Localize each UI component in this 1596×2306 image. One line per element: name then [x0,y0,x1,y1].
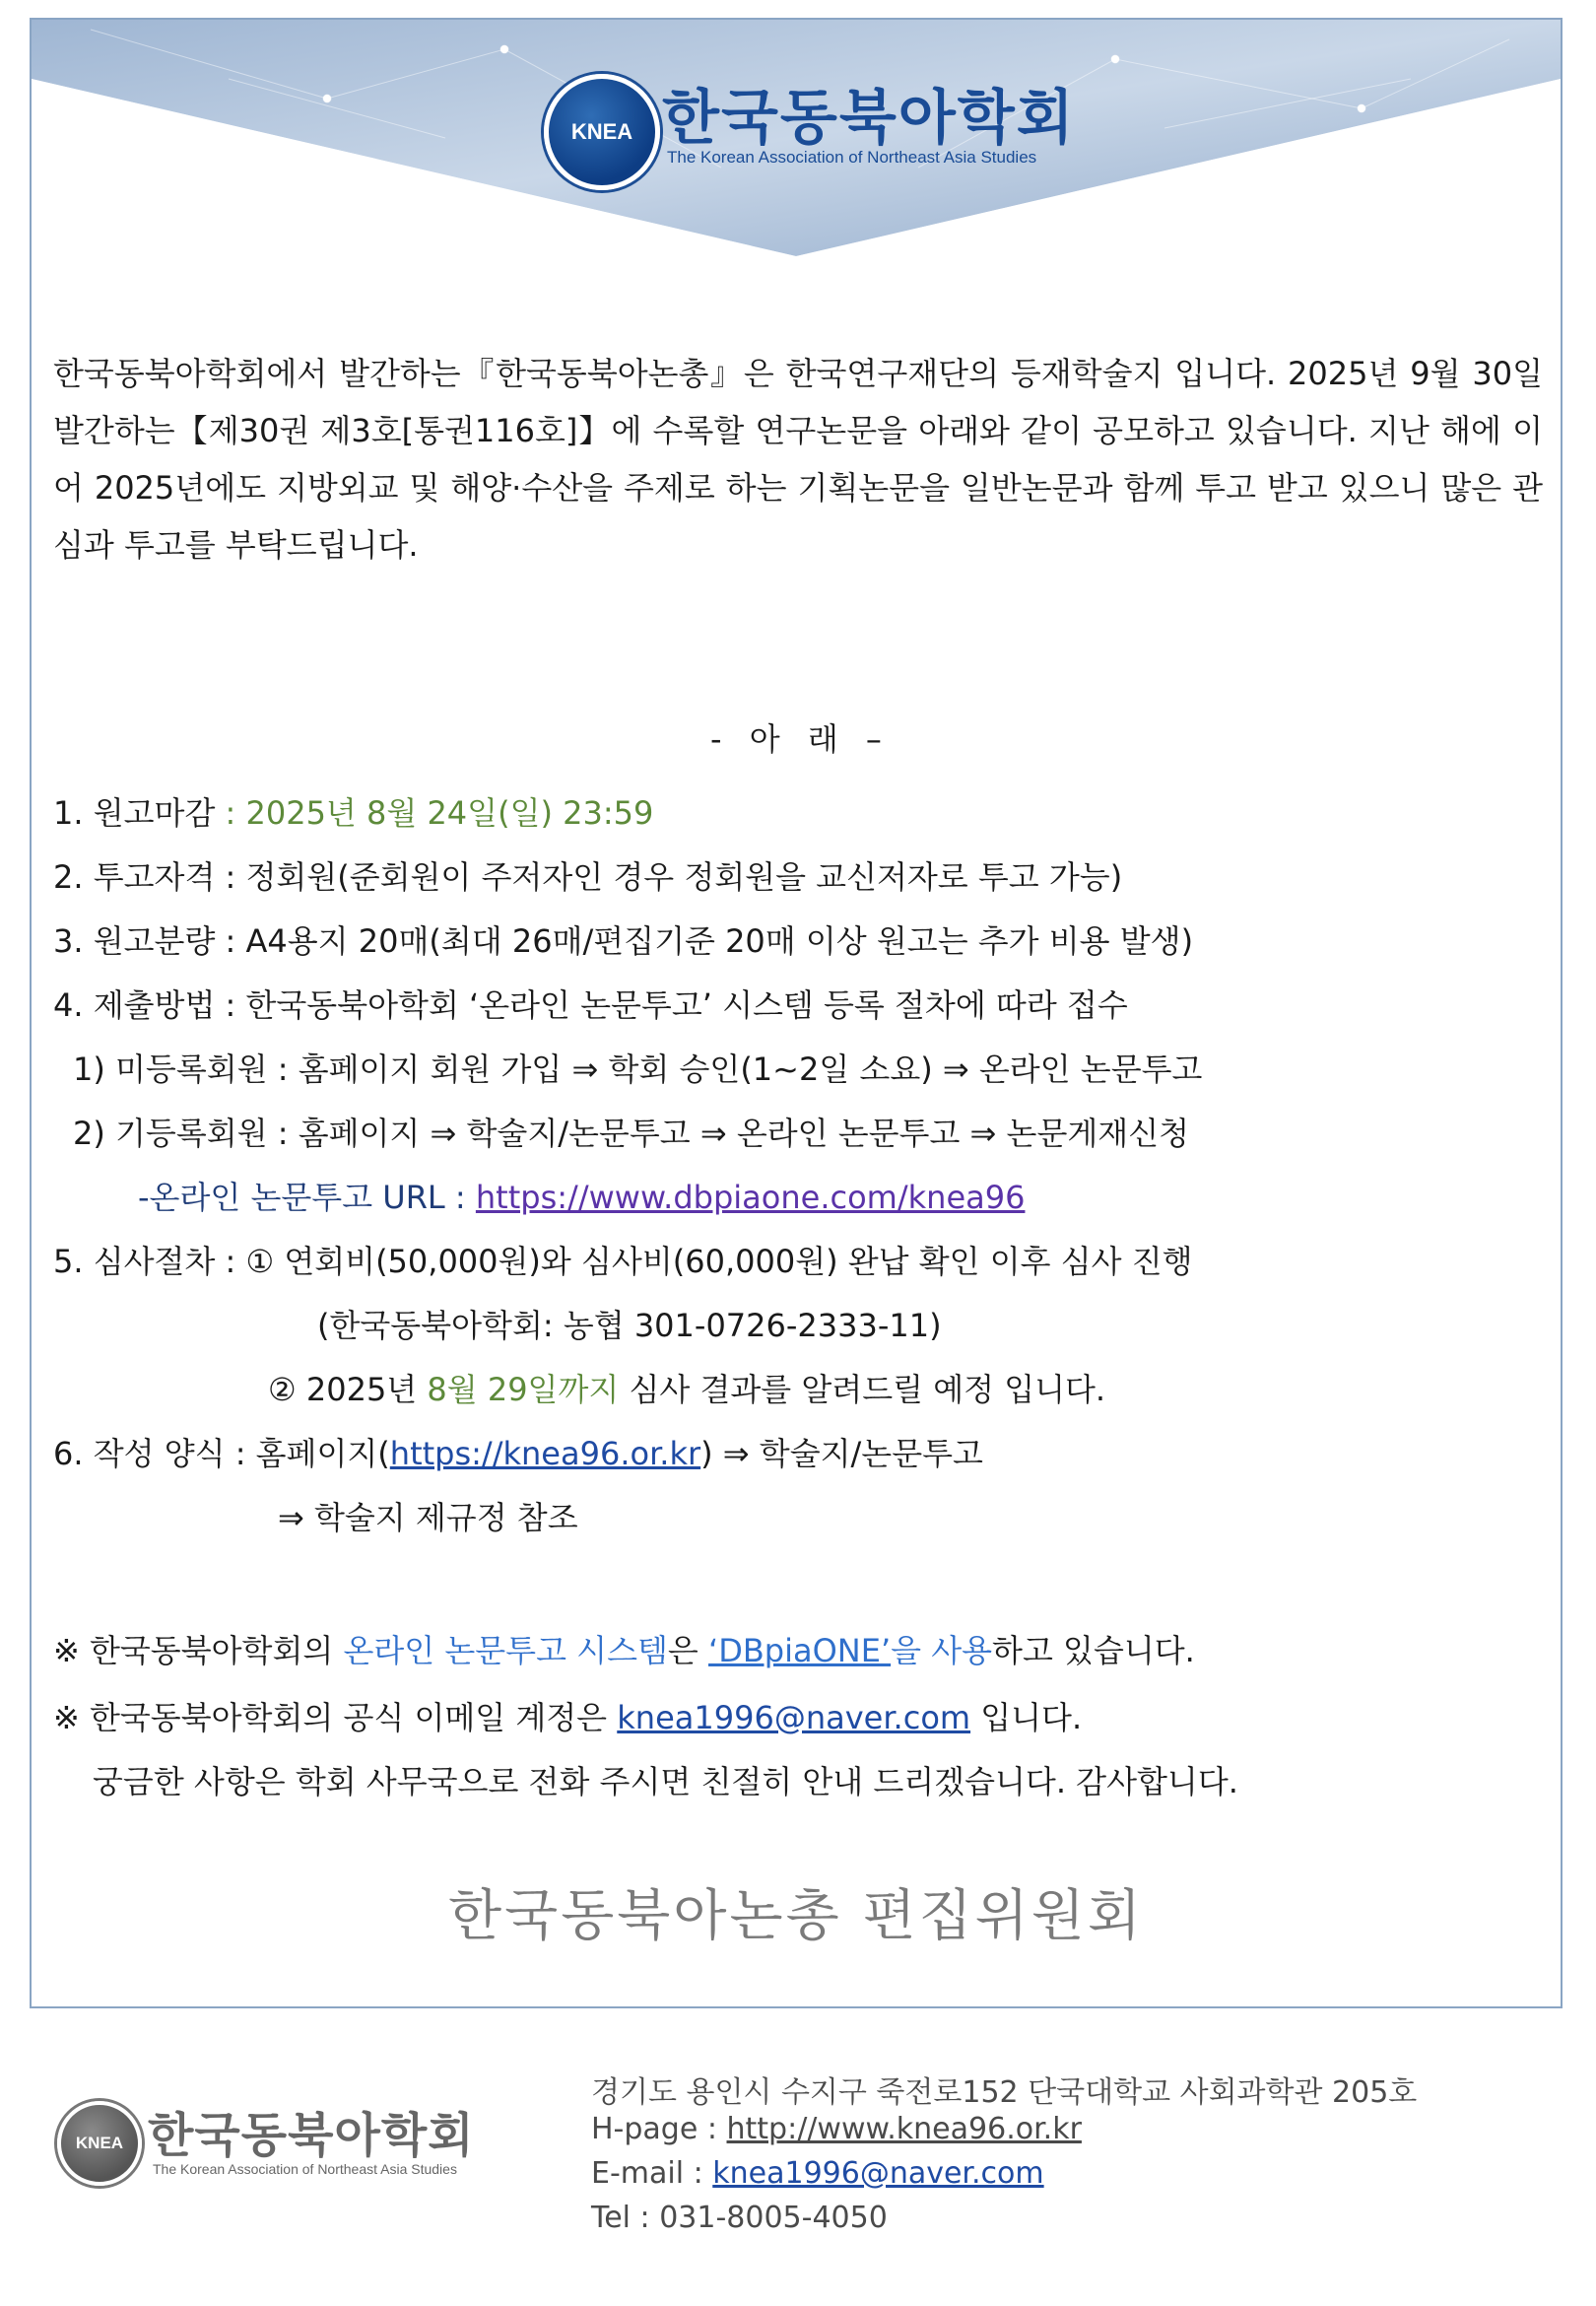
note2-post: 입니다. [970,1699,1083,1736]
item-method-sub1: 1) 미등록회원 : 홈페이지 회원 가입 ⇒ 학회 승인(1~2일 소요) ⇒ 온라인 논문투고 [73,1051,1203,1088]
footer-email-link[interactable]: knea1996@naver.com [712,2156,1044,2191]
review-date: 8월 29일까지 [427,1371,620,1408]
url-label: -온라인 논문투고 URL : [138,1179,476,1216]
note1-dbpia[interactable]: ‘DBpiaONE’ [708,1632,892,1669]
deadline-value: : 2025년 8월 24일(일) 23:59 [215,794,654,832]
review-post: 심사 결과를 알려드릴 예정 입니다. [619,1371,1106,1408]
footer-logo-seal: KNEA [57,2101,142,2186]
footer-org-name: 한국동북아학회 [148,2108,475,2163]
note1-mid: 은 [667,1632,709,1669]
note1-use: 을 사용 [891,1632,993,1669]
item-review-line2: (한국동북아학회: 농협 301-0726-2333-11) [317,1307,942,1344]
footer-hpage [591,2112,1082,2146]
deadline-label: 1. 원고마감 [53,794,216,832]
item-format-line2: ⇒ 학술지 제규정 참조 [278,1499,578,1536]
email-link[interactable]: knea1996@naver.com [617,1699,971,1736]
section-heading: - 아 래 – [710,720,882,758]
intro-paragraph: 한국동북아학회에서 발간하는『한국동북아논총』은 한국연구재단의 등재학술지 입니다. 2025년 9월 30일 발간하는【제30권 제3호[통권116호]】에 수록할 연구논문을 아래와 같이 공모하고 있습니다. 지난 해에 이어 2025년에도 지방외교 및 해양·수산을 주제로 하는 기획논문을 일반논문과 함께 투고 받고 있으니 많은 관심과 투고를 부탁드립니다. [53,355,1543,564]
note1-post: 하고 있습니다. [992,1632,1195,1669]
format-pre: 6. 작성 양식 : 홈페이지( [53,1435,390,1472]
item-method: 4. 제출방법 : 한국동북아학회 ‘온라인 논문투고’ 시스템 등록 절차에 따라 접수 [53,986,1128,1024]
note1-pre: ※ 한국동북아학회의 [53,1632,344,1669]
hpage-label: H-page : [591,2112,727,2146]
logo-seal: KNEA [544,74,660,190]
item-deadline [53,788,653,834]
header-banner [32,20,1561,276]
item-eligibility: 2. 투고자격 : 정회원(준회원이 주저자인 경우 정회원을 교신저자로 투고 가능) [53,858,1123,896]
note-email [53,1693,1082,1738]
footer-tel: Tel : 031-8005-4050 [591,2201,888,2235]
footer-org-name-en: The Korean Association of Northeast Asia Studies [153,2161,457,2177]
item-length: 3. 원고분량 : A4용지 20매(최대 26매/편집기준 20매 이상 원고는 추가 비용 발생) [53,922,1194,960]
note1-system: 온라인 논문투고 시스템 [343,1632,668,1669]
dbpia-url-link[interactable]: https://www.dbpiaone.com/knea96 [475,1179,1026,1216]
item-url [138,1173,1025,1218]
review-pre: ② 2025년 [268,1371,428,1408]
note-system [53,1626,1195,1671]
footer-address: 경기도 용인시 수지구 죽전로152 단국대학교 사회과학관 205호 [591,2075,1418,2110]
org-name: 한국동북아학회 [662,84,1076,153]
format-post: ) ⇒ 학술지/논문투고 [700,1435,983,1472]
item-method-sub2: 2) 기등록회원 : 홈페이지 ⇒ 학술지/논문투고 ⇒ 온라인 논문투고 ⇒ 논문게재신청 [73,1115,1190,1152]
note-contact: 궁금한 사항은 학회 사무국으로 전화 주시면 친절히 안내 드리겠습니다. 감사합니다. [93,1763,1238,1800]
email-label: E-mail : [591,2156,713,2191]
editorial-committee-signature: 한국동북아논총 편집위원회 [448,1884,1144,1948]
org-name-en: The Korean Association of Northeast Asia Studies [667,148,1037,167]
notice-frame [30,18,1563,2008]
item-format [53,1429,983,1474]
note2-pre: ※ 한국동북아학회의 공식 이메일 계정은 [53,1699,618,1736]
item-review-line1: 5. 심사절차 : ① 연회비(50,000원)와 심사비(60,000원) 완납 확인 이후 심사 진행 [53,1243,1193,1280]
footer-email [591,2156,1044,2191]
homepage-link[interactable]: https://knea96.or.kr [389,1435,701,1472]
hpage-link[interactable]: http://www.knea96.or.kr [726,2112,1082,2146]
item-review-line3 [268,1365,1105,1410]
